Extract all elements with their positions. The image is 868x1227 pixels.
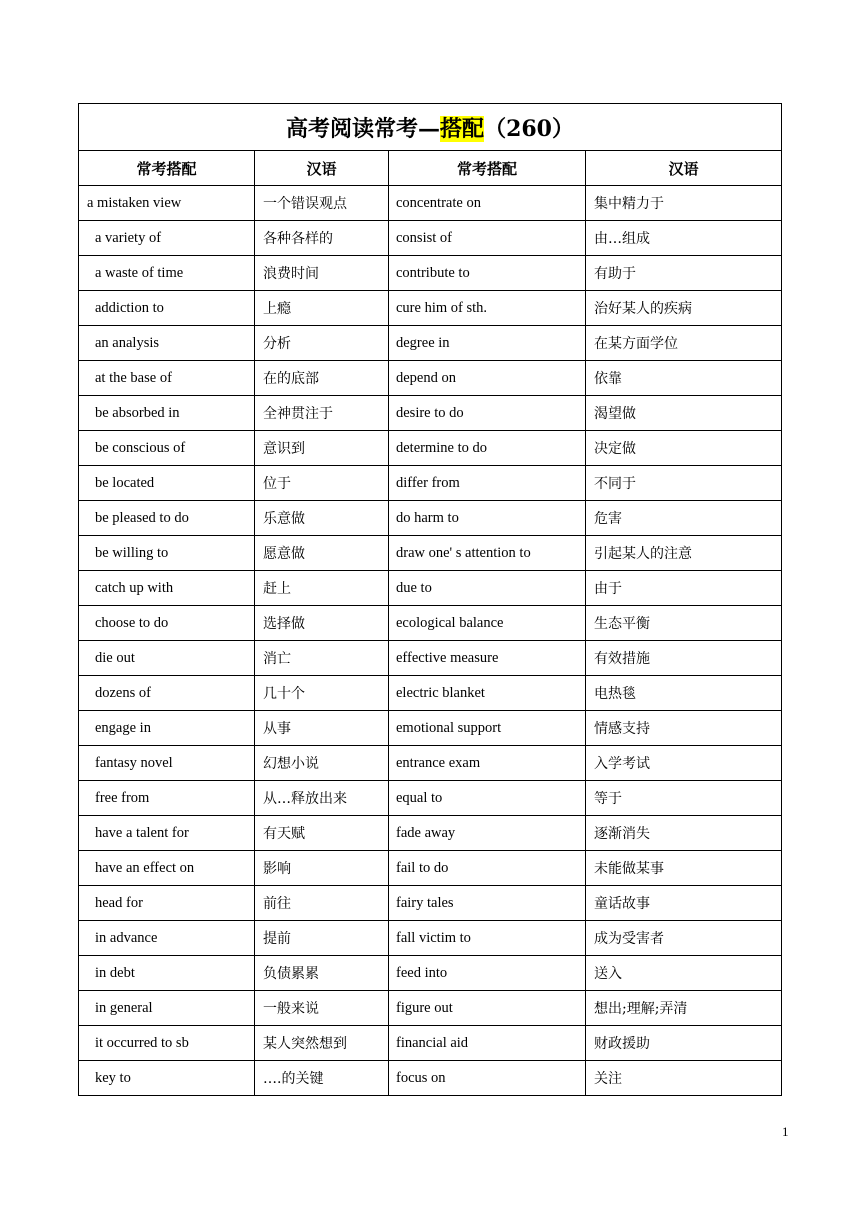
table-row <box>79 431 782 466</box>
table-row <box>79 676 782 711</box>
chinese-cell: 各种各样的 <box>255 221 389 256</box>
chinese-cell: 全神贯注于 <box>255 396 389 431</box>
collocation-cell: a mistaken view <box>79 186 255 221</box>
chinese-cell: 成为受害者 <box>586 921 782 956</box>
chinese-cell: 送入 <box>586 956 782 991</box>
chinese-cell: 一个错误观点 <box>255 186 389 221</box>
table-row <box>79 1061 782 1096</box>
chinese-cell: 前往 <box>255 886 389 921</box>
collocation-cell: differ from <box>389 466 586 501</box>
collocation-cell: financial aid <box>389 1026 586 1061</box>
chinese-cell: 逐渐消失 <box>586 816 782 851</box>
collocation-cell: feed into <box>389 956 586 991</box>
chinese-cell: 等于 <box>586 781 782 816</box>
chinese-cell: 幻想小说 <box>255 746 389 781</box>
table-row <box>79 396 782 431</box>
chinese-cell: 在的底部 <box>255 361 389 396</box>
column-header: 汉语 <box>255 151 389 186</box>
table-row <box>79 501 782 536</box>
chinese-cell: 童话故事 <box>586 886 782 921</box>
chinese-cell: 乐意做 <box>255 501 389 536</box>
table-row <box>79 536 782 571</box>
chinese-cell: 影响 <box>255 851 389 886</box>
page-number: 1 <box>782 1124 789 1139</box>
chinese-cell: 分析 <box>255 326 389 361</box>
collocation-cell: fall victim to <box>389 921 586 956</box>
collocation-cell: it occurred to sb <box>79 1026 255 1061</box>
title-highlight: 搭配 <box>440 115 485 142</box>
collocation-cell: degree in <box>389 326 586 361</box>
collocation-cell: dozens of <box>79 676 255 711</box>
collocation-cell: have a talent for <box>79 816 255 851</box>
collocation-cell: addiction to <box>79 291 255 326</box>
chinese-cell: 有天赋 <box>255 816 389 851</box>
table-row <box>79 221 782 256</box>
column-header: 常考搭配 <box>79 151 255 186</box>
chinese-cell: 位于 <box>255 466 389 501</box>
collocation-cell: in debt <box>79 956 255 991</box>
collocation-cell: an analysis <box>79 326 255 361</box>
table-row <box>79 781 782 816</box>
table-row <box>79 956 782 991</box>
chinese-cell: 不同于 <box>586 466 782 501</box>
chinese-cell: 由于 <box>586 571 782 606</box>
collocation-cell: at the base of <box>79 361 255 396</box>
collocation-cell: be absorbed in <box>79 396 255 431</box>
chinese-cell: 入学考试 <box>586 746 782 781</box>
title-suffix: （260） <box>484 115 574 142</box>
collocation-cell: catch up with <box>79 571 255 606</box>
chinese-cell: 治好某人的疾病 <box>586 291 782 326</box>
table-row <box>79 886 782 921</box>
collocation-cell: key to <box>79 1061 255 1096</box>
collocation-cell: cure him of sth. <box>389 291 586 326</box>
chinese-cell: 某人突然想到 <box>255 1026 389 1061</box>
chinese-cell: 消亡 <box>255 641 389 676</box>
collocation-cell: head for <box>79 886 255 921</box>
chinese-cell: 提前 <box>255 921 389 956</box>
table-row <box>79 816 782 851</box>
collocation-cell: free from <box>79 781 255 816</box>
chinese-cell: 在某方面学位 <box>586 326 782 361</box>
chinese-cell: 由…组成 <box>586 221 782 256</box>
collocation-cell: ecological balance <box>389 606 586 641</box>
collocation-cell: depend on <box>389 361 586 396</box>
collocation-cell: determine to do <box>389 431 586 466</box>
collocation-cell: be pleased to do <box>79 501 255 536</box>
chinese-cell: 有助于 <box>586 256 782 291</box>
table-row <box>79 711 782 746</box>
chinese-cell: 财政援助 <box>586 1026 782 1061</box>
collocation-cell: engage in <box>79 711 255 746</box>
chinese-cell: 愿意做 <box>255 536 389 571</box>
collocation-cell: be willing to <box>79 536 255 571</box>
collocation-cell: choose to do <box>79 606 255 641</box>
chinese-cell: 几十个 <box>255 676 389 711</box>
table-row <box>79 186 782 221</box>
chinese-cell: 情感支持 <box>586 711 782 746</box>
collocation-cell: have an effect on <box>79 851 255 886</box>
table-row <box>79 291 782 326</box>
table-row <box>79 991 782 1026</box>
chinese-cell: 电热毯 <box>586 676 782 711</box>
table-row <box>79 571 782 606</box>
collocation-cell: effective measure <box>389 641 586 676</box>
collocation-cell: electric blanket <box>389 676 586 711</box>
header-row <box>79 151 782 186</box>
collocation-cell: fantasy novel <box>79 746 255 781</box>
collocation-cell: be located <box>79 466 255 501</box>
table-row <box>79 746 782 781</box>
chinese-cell: 未能做某事 <box>586 851 782 886</box>
chinese-cell: 渴望做 <box>586 396 782 431</box>
table-row <box>79 851 782 886</box>
chinese-cell: 负债累累 <box>255 956 389 991</box>
chinese-cell: 有效措施 <box>586 641 782 676</box>
chinese-cell: 想出;理解;弄清 <box>586 991 782 1026</box>
table-row <box>79 326 782 361</box>
collocation-cell: fail to do <box>389 851 586 886</box>
collocation-cell: due to <box>389 571 586 606</box>
collocation-cell: a variety of <box>79 221 255 256</box>
chinese-cell: 上瘾 <box>255 291 389 326</box>
chinese-cell: 依靠 <box>586 361 782 396</box>
collocation-cell: contribute to <box>389 256 586 291</box>
chinese-cell: 意识到 <box>255 431 389 466</box>
chinese-cell: 赶上 <box>255 571 389 606</box>
chinese-cell: ….的关键 <box>255 1061 389 1096</box>
collocation-cell: do harm to <box>389 501 586 536</box>
collocation-cell: concentrate on <box>389 186 586 221</box>
collocation-cell: desire to do <box>389 396 586 431</box>
chinese-cell: 危害 <box>586 501 782 536</box>
table-row <box>79 921 782 956</box>
table-row <box>79 606 782 641</box>
chinese-cell: 选择做 <box>255 606 389 641</box>
collocation-cell: focus on <box>389 1061 586 1096</box>
chinese-cell: 决定做 <box>586 431 782 466</box>
chinese-cell: 生态平衡 <box>586 606 782 641</box>
chinese-cell: 关注 <box>586 1061 782 1096</box>
collocation-cell: equal to <box>389 781 586 816</box>
collocation-cell: draw one' s attention to <box>389 536 586 571</box>
collocation-cell: in general <box>79 991 255 1026</box>
collocation-cell: be conscious of <box>79 431 255 466</box>
table-row <box>79 466 782 501</box>
collocation-cell: in advance <box>79 921 255 956</box>
collocation-cell: fade away <box>389 816 586 851</box>
chinese-cell: 集中精力于 <box>586 186 782 221</box>
table-row <box>79 256 782 291</box>
collocation-cell: die out <box>79 641 255 676</box>
chinese-cell: 一般来说 <box>255 991 389 1026</box>
chinese-cell: 从…释放出来 <box>255 781 389 816</box>
title-prefix: 高考阅读常考— <box>286 115 441 142</box>
chinese-cell: 从事 <box>255 711 389 746</box>
column-header: 汉语 <box>586 151 782 186</box>
chinese-cell: 浪费时间 <box>255 256 389 291</box>
table-row <box>79 641 782 676</box>
collocation-cell: a waste of time <box>79 256 255 291</box>
collocation-cell: entrance exam <box>389 746 586 781</box>
collocation-cell: emotional support <box>389 711 586 746</box>
collocation-cell: fairy tales <box>389 886 586 921</box>
vocabulary-table <box>78 103 782 1096</box>
collocation-cell: consist of <box>389 221 586 256</box>
chinese-cell: 引起某人的注意 <box>586 536 782 571</box>
table-row <box>79 1026 782 1061</box>
table-row <box>79 361 782 396</box>
collocation-cell: figure out <box>389 991 586 1026</box>
column-header: 常考搭配 <box>389 151 586 186</box>
page-title <box>79 104 782 151</box>
